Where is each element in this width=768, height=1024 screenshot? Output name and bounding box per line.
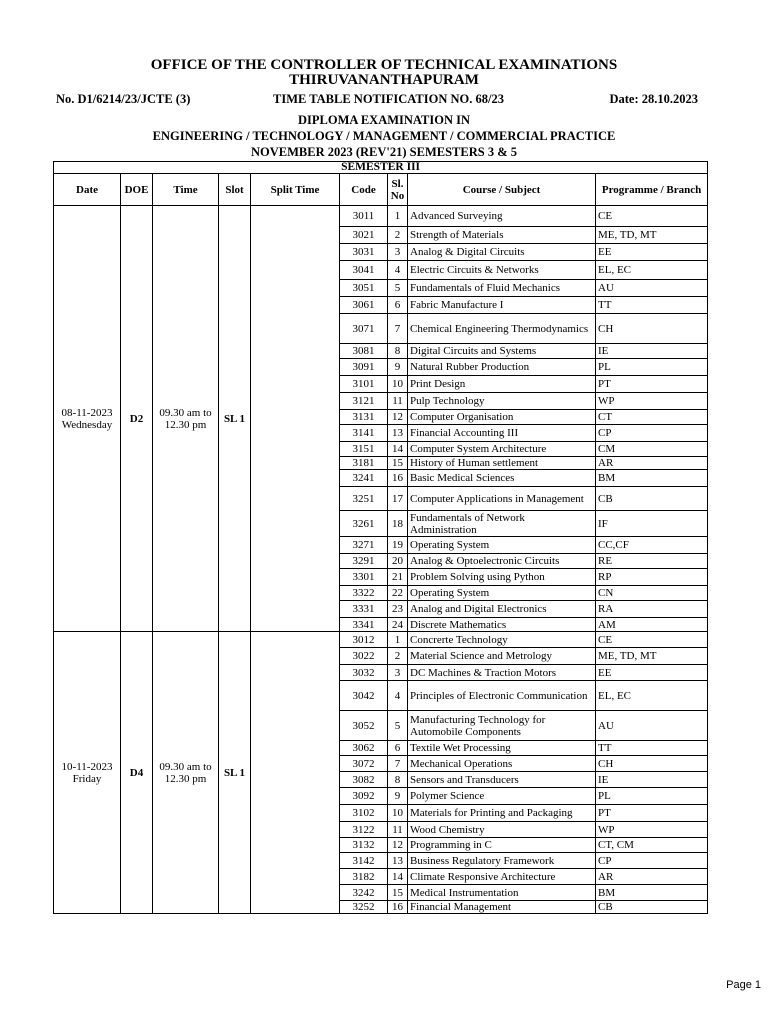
programme-branch: AM	[596, 618, 708, 632]
course-name: History of Human settlement	[408, 457, 596, 470]
serial-number: 2	[388, 227, 408, 244]
course-name: Principles of Electronic Communication	[408, 681, 596, 711]
course-name: Textile Wet Processing	[408, 741, 596, 756]
course-name: Discrete Mathematics	[408, 618, 596, 632]
serial-number: 15	[388, 885, 408, 901]
course-code: 3082	[340, 772, 388, 788]
course-code: 3252	[340, 901, 388, 914]
course-name: Strength of Materials	[408, 227, 596, 244]
course-name: DC Machines & Traction Motors	[408, 665, 596, 681]
programme-branch: CB	[596, 487, 708, 511]
course-name: Sensors and Transducers	[408, 772, 596, 788]
doe-value: D2	[129, 412, 144, 425]
split-time-cell	[251, 632, 340, 914]
time-from: 09.30 am to	[159, 760, 212, 773]
notification-date: Date: 28.10.2023	[609, 92, 698, 106]
programme-branch: EE	[596, 244, 708, 261]
serial-number: 13	[388, 425, 408, 442]
programme-branch: IE	[596, 344, 708, 359]
course-name: Natural Rubber Production	[408, 359, 596, 376]
course-code: 3091	[340, 359, 388, 376]
exam-day: Wednesday	[61, 418, 113, 431]
serial-number: 8	[388, 772, 408, 788]
exam-date-cell	[54, 206, 121, 632]
course-name: Computer System Architecture	[408, 442, 596, 457]
programme-branch: CP	[596, 425, 708, 442]
serial-number: 19	[388, 537, 408, 554]
col-course: Course / Subject	[408, 174, 596, 206]
course-name: Chemical Engineering Thermodynamics	[408, 314, 596, 344]
serial-number: 12	[388, 410, 408, 425]
course-code: 3121	[340, 393, 388, 410]
programme-branch: AU	[596, 711, 708, 741]
exam-day: Friday	[72, 772, 102, 785]
serial-number: 16	[388, 470, 408, 487]
course-name: Operating System	[408, 537, 596, 554]
programme-branch: CM	[596, 442, 708, 457]
serial-number: 11	[388, 393, 408, 410]
serial-number: 5	[388, 280, 408, 297]
course-code: 3041	[340, 261, 388, 280]
course-name: Concrerte Technology	[408, 632, 596, 648]
programme-branch: ME, TD, MT	[596, 227, 708, 244]
course-name: Computer Organisation	[408, 410, 596, 425]
serial-number: 1	[388, 206, 408, 227]
course-name: Fabric Manufacture I	[408, 297, 596, 314]
serial-number: 6	[388, 297, 408, 314]
course-name: Manufacturing Technology for Automobile Components	[408, 711, 596, 741]
course-name: Analog and Digital Electronics	[408, 601, 596, 618]
course-code: 3062	[340, 741, 388, 756]
col-slot: Slot	[219, 174, 251, 206]
course-code: 3182	[340, 869, 388, 885]
course-name: Mechanical Operations	[408, 756, 596, 772]
col-date: Date	[54, 174, 121, 206]
course-code: 3052	[340, 711, 388, 741]
course-code: 3101	[340, 376, 388, 393]
programme-branch: CP	[596, 853, 708, 869]
course-code: 3072	[340, 756, 388, 772]
serial-number: 7	[388, 314, 408, 344]
programme-branch: EL, EC	[596, 681, 708, 711]
course-code: 3271	[340, 537, 388, 554]
course-code: 3071	[340, 314, 388, 344]
course-code: 3301	[340, 569, 388, 586]
serial-number: 2	[388, 648, 408, 665]
programme-branch: CE	[596, 206, 708, 227]
col-doe: DOE	[121, 174, 153, 206]
course-name: Wood Chemistry	[408, 822, 596, 838]
course-name: Problem Solving using Python	[408, 569, 596, 586]
exam-streams: ENGINEERING / TECHNOLOGY / MANAGEMENT / COMMERCIAL PRACTICE	[152, 129, 616, 143]
course-code: 3132	[340, 838, 388, 853]
course-name: Medical Instrumentation	[408, 885, 596, 901]
serial-number: 10	[388, 805, 408, 822]
programme-branch: PL	[596, 788, 708, 805]
exam-date: 10-11-2023	[61, 760, 113, 773]
programme-branch: AR	[596, 457, 708, 470]
programme-branch: PT	[596, 376, 708, 393]
serial-number: 24	[388, 618, 408, 632]
office-city: THIRUVANANTHAPURAM	[289, 72, 479, 88]
course-code: 3011	[340, 206, 388, 227]
serial-number: 8	[388, 344, 408, 359]
course-name: Programming in C	[408, 838, 596, 853]
table-row	[54, 206, 708, 227]
course-code: 3131	[340, 410, 388, 425]
course-code: 3081	[340, 344, 388, 359]
serial-number: 9	[388, 788, 408, 805]
timetable-body	[54, 206, 708, 914]
programme-branch: RE	[596, 554, 708, 569]
serial-number: 16	[388, 901, 408, 914]
programme-branch: BM	[596, 885, 708, 901]
course-name: Digital Circuits and Systems	[408, 344, 596, 359]
programme-branch: CC,CF	[596, 537, 708, 554]
course-name: Advanced Surveying	[408, 206, 596, 227]
exam-date: 08-11-2023	[61, 406, 113, 419]
time-from: 09.30 am to	[159, 406, 212, 419]
course-code: 3322	[340, 586, 388, 601]
programme-branch: EE	[596, 665, 708, 681]
course-name: Computer Applications in Management	[408, 487, 596, 511]
course-name: Basic Medical Sciences	[408, 470, 596, 487]
course-code: 3251	[340, 487, 388, 511]
course-name: Pulp Technology	[408, 393, 596, 410]
course-name: Analog & Digital Circuits	[408, 244, 596, 261]
semester-label: SEMESTER III	[54, 162, 708, 174]
notification-number: TIME TABLE NOTIFICATION NO. 68/23	[273, 92, 504, 106]
doe-value: D4	[129, 766, 144, 779]
serial-number: 20	[388, 554, 408, 569]
programme-branch: BM	[596, 470, 708, 487]
course-code: 3092	[340, 788, 388, 805]
programme-branch: TT	[596, 297, 708, 314]
course-name: Fundamentals of Fluid Mechanics	[408, 280, 596, 297]
timetable	[53, 161, 708, 914]
exam-session: NOVEMBER 2023 (REV'21) SEMESTERS 3 & 5	[251, 145, 517, 159]
col-programme: Programme / Branch	[596, 174, 708, 206]
course-code: 3042	[340, 681, 388, 711]
course-code: 3032	[340, 665, 388, 681]
doe-cell	[121, 206, 153, 632]
course-name: Operating System	[408, 586, 596, 601]
serial-number: 18	[388, 511, 408, 537]
course-name: Financial Accounting III	[408, 425, 596, 442]
course-code: 3241	[340, 470, 388, 487]
serial-number: 23	[388, 601, 408, 618]
course-name: Polymer Science	[408, 788, 596, 805]
programme-branch: EL, EC	[596, 261, 708, 280]
programme-branch: CT, CM	[596, 838, 708, 853]
course-name: Electric Circuits & Networks	[408, 261, 596, 280]
serial-number: 14	[388, 869, 408, 885]
slot-cell	[219, 206, 251, 632]
time-cell	[153, 632, 219, 914]
course-code: 3122	[340, 822, 388, 838]
course-code: 3341	[340, 618, 388, 632]
col-sl-no: Sl. No	[388, 174, 408, 206]
serial-number: 12	[388, 838, 408, 853]
serial-number: 17	[388, 487, 408, 511]
serial-number: 4	[388, 681, 408, 711]
course-name: Financial Management	[408, 901, 596, 914]
course-code: 3331	[340, 601, 388, 618]
course-name: Business Regulatory Framework	[408, 853, 596, 869]
course-name: Analog & Optoelectronic Circuits	[408, 554, 596, 569]
programme-branch: CT	[596, 410, 708, 425]
programme-branch: CH	[596, 314, 708, 344]
programme-branch: RP	[596, 569, 708, 586]
programme-branch: ME, TD, MT	[596, 648, 708, 665]
serial-number: 15	[388, 457, 408, 470]
office-title: OFFICE OF THE CONTROLLER OF TECHNICAL EXAMINATIONS	[150, 57, 618, 73]
programme-branch: IE	[596, 772, 708, 788]
programme-branch: WP	[596, 393, 708, 410]
slot-cell	[219, 632, 251, 914]
col-time: Time	[153, 174, 219, 206]
course-code: 3021	[340, 227, 388, 244]
col-code: Code	[340, 174, 388, 206]
course-code: 3102	[340, 805, 388, 822]
course-name: Fundamentals of Network Administration	[408, 511, 596, 537]
slot-value: SL 1	[223, 766, 246, 779]
programme-branch: AU	[596, 280, 708, 297]
serial-number: 1	[388, 632, 408, 648]
serial-number: 10	[388, 376, 408, 393]
programme-branch: CB	[596, 901, 708, 914]
page-number: Page 1	[726, 979, 761, 991]
time-cell	[153, 206, 219, 632]
course-code: 3242	[340, 885, 388, 901]
course-code: 3261	[340, 511, 388, 537]
exam-date-cell	[54, 632, 121, 914]
col-split-time: Split Time	[251, 174, 340, 206]
course-name: Materials for Printing and Packaging	[408, 805, 596, 822]
programme-branch: RA	[596, 601, 708, 618]
programme-branch: IF	[596, 511, 708, 537]
time-to: 12.30 pm	[164, 772, 207, 785]
split-time-cell	[251, 206, 340, 632]
course-name: Material Science and Metrology	[408, 648, 596, 665]
programme-branch: TT	[596, 741, 708, 756]
programme-branch: WP	[596, 822, 708, 838]
serial-number: 3	[388, 244, 408, 261]
reference-number: No. D1/6214/23/JCTE (3)	[56, 92, 191, 106]
slot-value: SL 1	[223, 412, 246, 425]
time-to: 12.30 pm	[164, 418, 207, 431]
serial-number: 4	[388, 261, 408, 280]
serial-number: 5	[388, 711, 408, 741]
serial-number: 22	[388, 586, 408, 601]
course-code: 3031	[340, 244, 388, 261]
serial-number: 3	[388, 665, 408, 681]
course-code: 3151	[340, 442, 388, 457]
table-row	[54, 632, 708, 648]
course-code: 3012	[340, 632, 388, 648]
course-code: 3181	[340, 457, 388, 470]
course-code: 3061	[340, 297, 388, 314]
serial-number: 7	[388, 756, 408, 772]
exam-title: DIPLOMA EXAMINATION IN	[298, 113, 470, 127]
doe-cell	[121, 632, 153, 914]
serial-number: 13	[388, 853, 408, 869]
serial-number: 21	[388, 569, 408, 586]
serial-number: 6	[388, 741, 408, 756]
course-code: 3291	[340, 554, 388, 569]
serial-number: 11	[388, 822, 408, 838]
serial-number: 9	[388, 359, 408, 376]
course-code: 3141	[340, 425, 388, 442]
course-name: Climate Responsive Architecture	[408, 869, 596, 885]
programme-branch: PL	[596, 359, 708, 376]
course-name: Print Design	[408, 376, 596, 393]
programme-branch: CE	[596, 632, 708, 648]
programme-branch: CH	[596, 756, 708, 772]
programme-branch: AR	[596, 869, 708, 885]
programme-branch: CN	[596, 586, 708, 601]
course-code: 3142	[340, 853, 388, 869]
course-code: 3051	[340, 280, 388, 297]
serial-number: 14	[388, 442, 408, 457]
programme-branch: PT	[596, 805, 708, 822]
course-code: 3022	[340, 648, 388, 665]
